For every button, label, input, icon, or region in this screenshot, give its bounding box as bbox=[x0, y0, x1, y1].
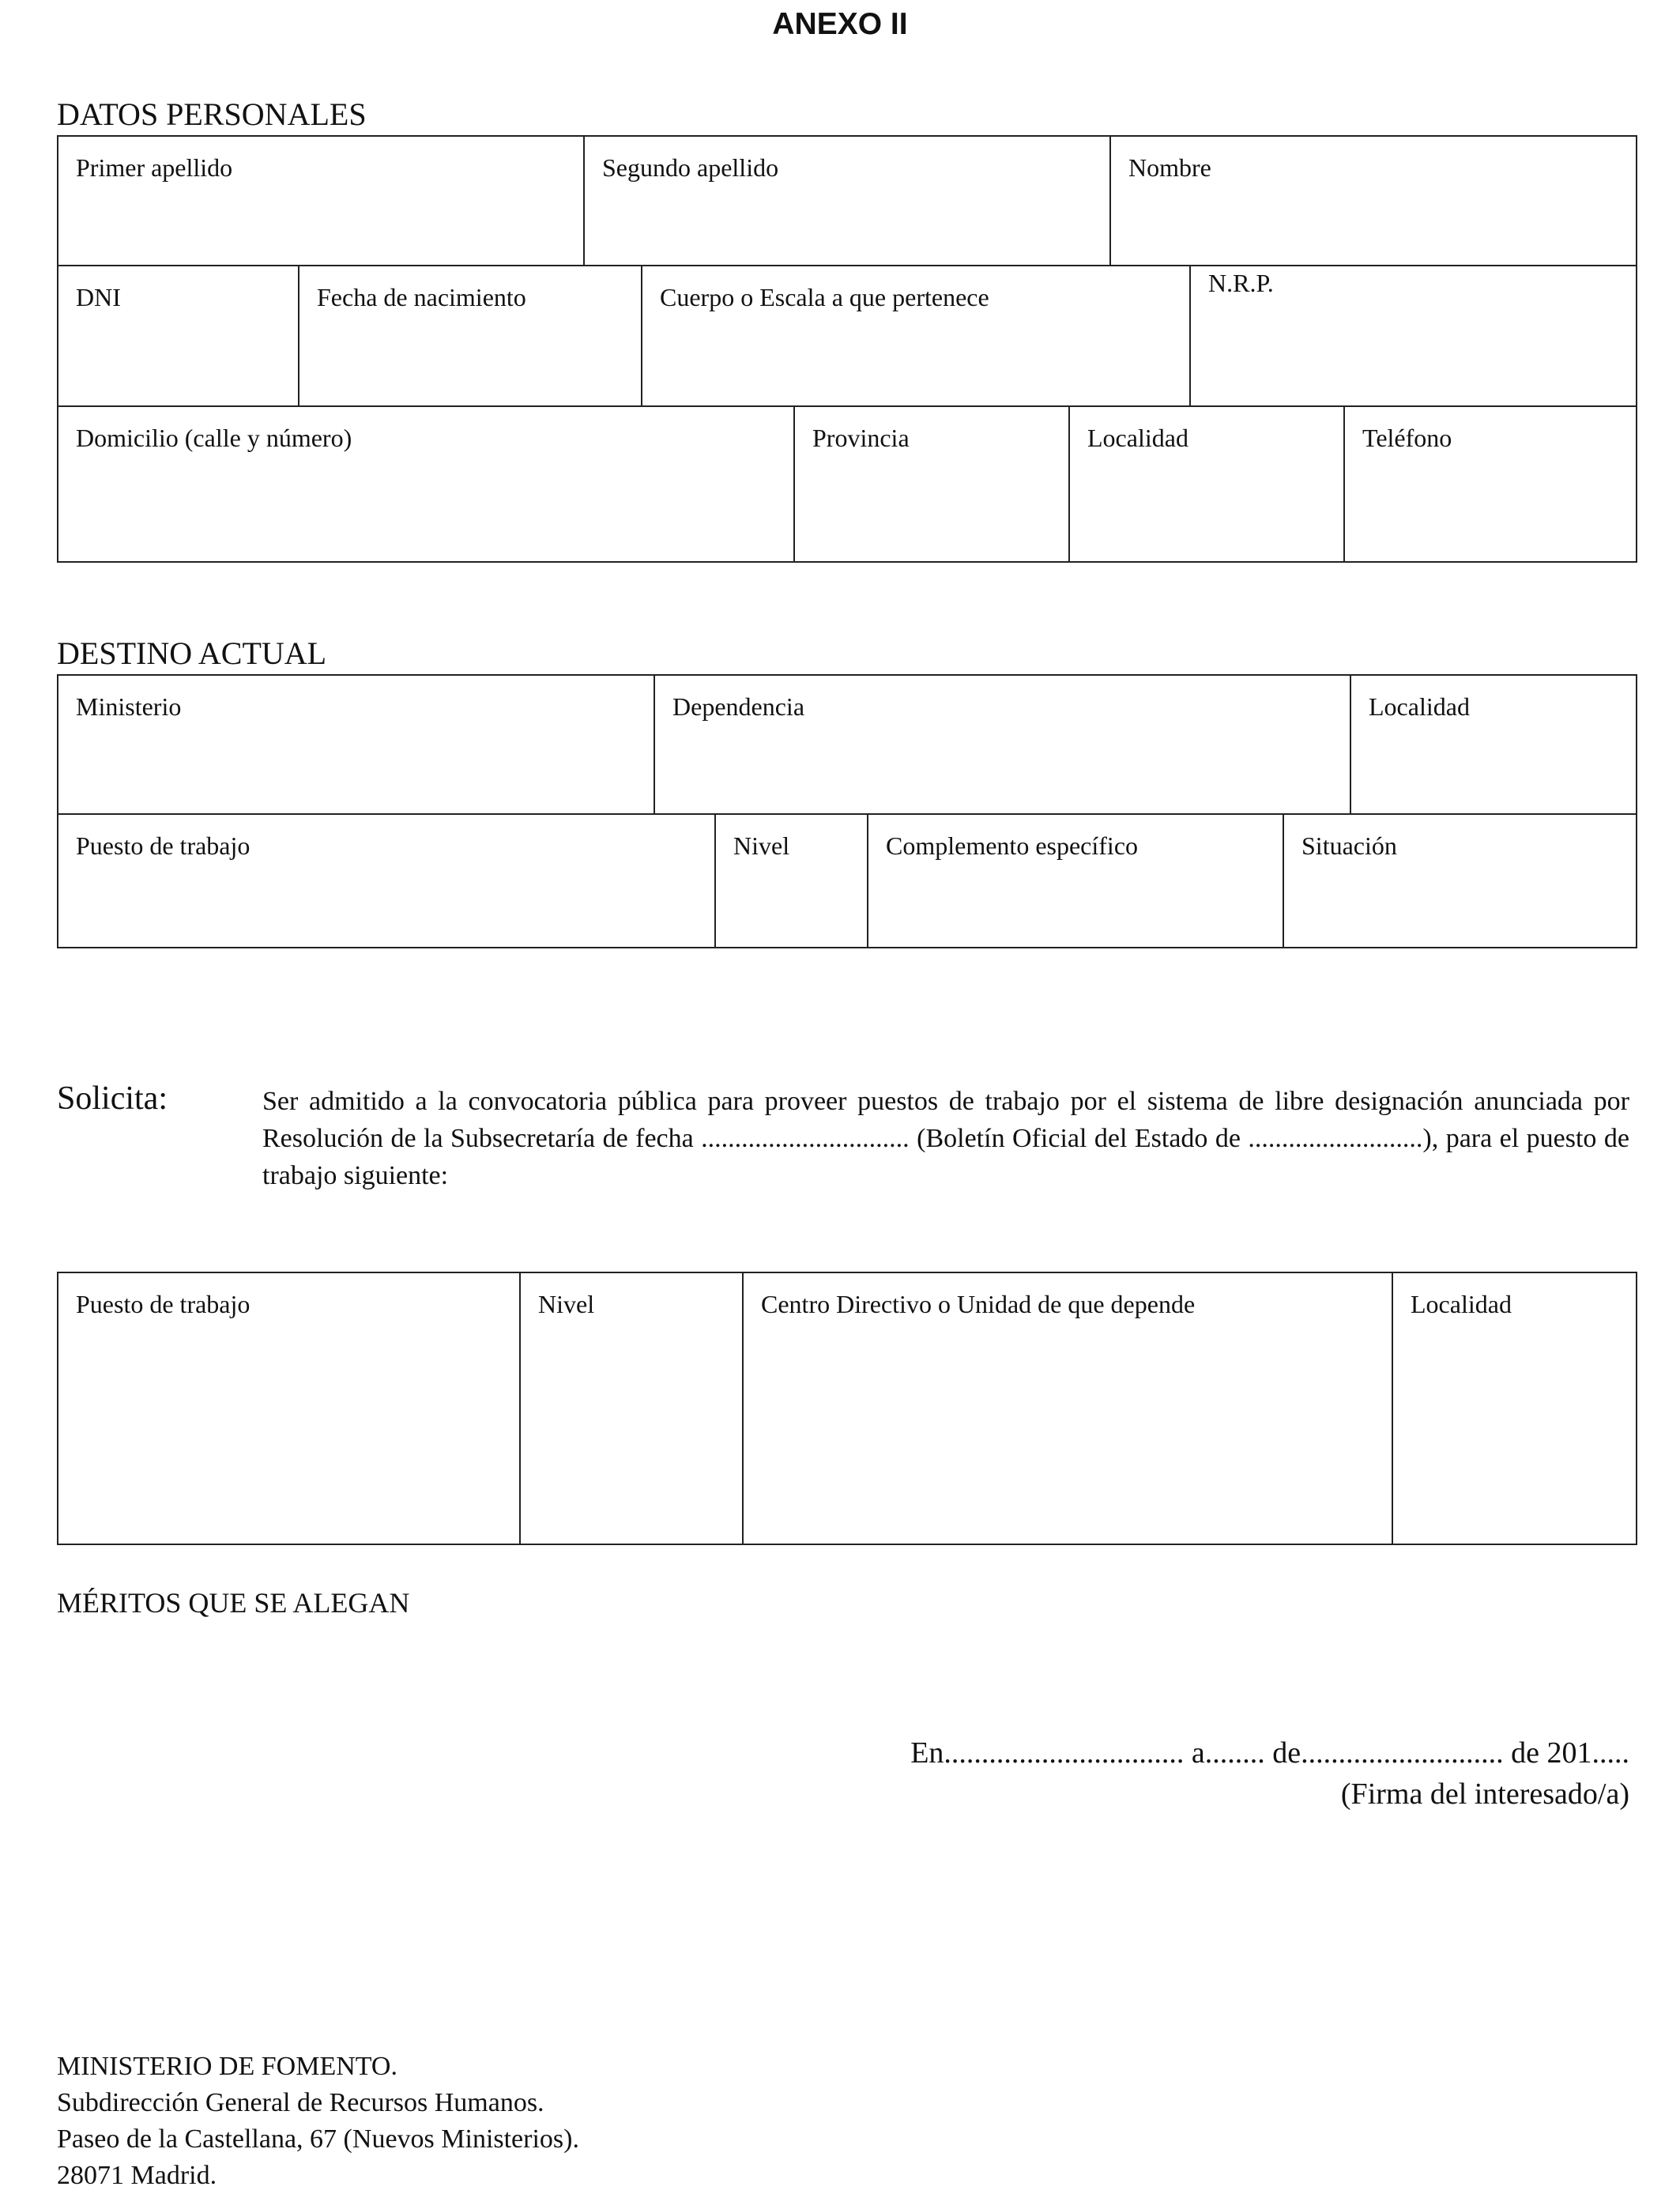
localidad-solicitada-field[interactable] bbox=[1392, 1272, 1637, 1545]
provincia-field[interactable] bbox=[793, 405, 1070, 563]
domicilio-field[interactable] bbox=[57, 405, 795, 563]
nivel-actual-field[interactable] bbox=[714, 813, 868, 948]
datos-personales-heading: DATOS PERSONALES bbox=[57, 96, 367, 132]
fecha-nacimiento-field[interactable] bbox=[298, 265, 642, 407]
complemento-especifico-field[interactable] bbox=[867, 813, 1284, 948]
situacion-label: Situación bbox=[1301, 831, 1397, 860]
nivel-solicitado-label: Nivel bbox=[538, 1290, 595, 1318]
localidad-personal-field[interactable] bbox=[1068, 405, 1345, 563]
dni-field[interactable] bbox=[57, 265, 299, 407]
cuerpo-escala-field[interactable] bbox=[641, 265, 1191, 407]
puesto-actual-field[interactable] bbox=[57, 813, 716, 948]
nombre-label: Nombre bbox=[1128, 153, 1211, 182]
domicilio-label: Domicilio (calle y número) bbox=[76, 424, 352, 452]
footer-codigo-postal: 28071 Madrid. bbox=[57, 2161, 217, 2190]
provincia-label: Provincia bbox=[812, 424, 910, 452]
dependencia-label: Dependencia bbox=[672, 692, 805, 721]
segundo-apellido-field[interactable] bbox=[583, 135, 1111, 266]
localidad-destino-label: Localidad bbox=[1369, 692, 1470, 721]
footer-direccion: Paseo de la Castellana, 67 (Nuevos Ministerios). bbox=[57, 2124, 579, 2154]
solicita-label: Solicita: bbox=[57, 1080, 168, 1117]
nivel-actual-label: Nivel bbox=[733, 831, 790, 860]
cuerpo-escala-label: Cuerpo o Escala a que pertenece bbox=[660, 283, 989, 311]
localidad-destino-field[interactable] bbox=[1350, 674, 1637, 815]
nrp-label: N.R.P. bbox=[1208, 269, 1274, 297]
puesto-actual-label: Puesto de trabajo bbox=[76, 831, 250, 860]
page-title: ANEXO II bbox=[772, 7, 908, 41]
date-line[interactable]: En................................ a........ de........................... de 201..... bbox=[910, 1736, 1629, 1770]
puesto-solicitado-field[interactable] bbox=[57, 1272, 521, 1545]
nrp-field[interactable] bbox=[1189, 265, 1637, 407]
primer-apellido-field[interactable] bbox=[57, 135, 585, 266]
centro-directivo-label: Centro Directivo o Unidad de que depende bbox=[761, 1290, 1196, 1318]
dni-label: DNI bbox=[76, 283, 121, 311]
segundo-apellido-label: Segundo apellido bbox=[602, 153, 779, 182]
meritos-heading: MÉRITOS QUE SE ALEGAN bbox=[57, 1587, 410, 1619]
puesto-solicitado-label: Puesto de trabajo bbox=[76, 1290, 250, 1318]
footer-ministerio: MINISTERIO DE FOMENTO. bbox=[57, 2052, 397, 2081]
ministerio-label: Ministerio bbox=[76, 692, 182, 721]
dependencia-field[interactable] bbox=[654, 674, 1351, 815]
signature-label: (Firma del interesado/a) bbox=[1340, 1777, 1629, 1811]
fecha-nacimiento-label: Fecha de nacimiento bbox=[317, 283, 526, 311]
telefono-field[interactable] bbox=[1343, 405, 1637, 563]
situacion-field[interactable] bbox=[1283, 813, 1637, 948]
primer-apellido-label: Primer apellido bbox=[76, 153, 233, 182]
destino-actual-heading: DESTINO ACTUAL bbox=[57, 635, 327, 671]
solicita-text: Ser admitido a la convocatoria pública para proveer puestos de trabajo por el sistema de libre designación anunciada por Resolución de la Subsecretaría de fecha ............................... (Boletín Oficial del Estado de ..........................), para el puesto de trabajo siguiente: bbox=[262, 1087, 1629, 1190]
complemento-especifico-label: Complemento específico bbox=[886, 831, 1139, 860]
localidad-solicitada-label: Localidad bbox=[1411, 1290, 1512, 1318]
footer-subdireccion: Subdirección General de Recursos Humanos. bbox=[57, 2088, 544, 2117]
nivel-solicitado-field[interactable] bbox=[519, 1272, 744, 1545]
nombre-field[interactable] bbox=[1109, 135, 1637, 266]
centro-directivo-field[interactable] bbox=[742, 1272, 1393, 1545]
telefono-label: Teléfono bbox=[1362, 424, 1452, 452]
ministerio-field[interactable] bbox=[57, 674, 655, 815]
localidad-personal-label: Localidad bbox=[1087, 424, 1188, 452]
